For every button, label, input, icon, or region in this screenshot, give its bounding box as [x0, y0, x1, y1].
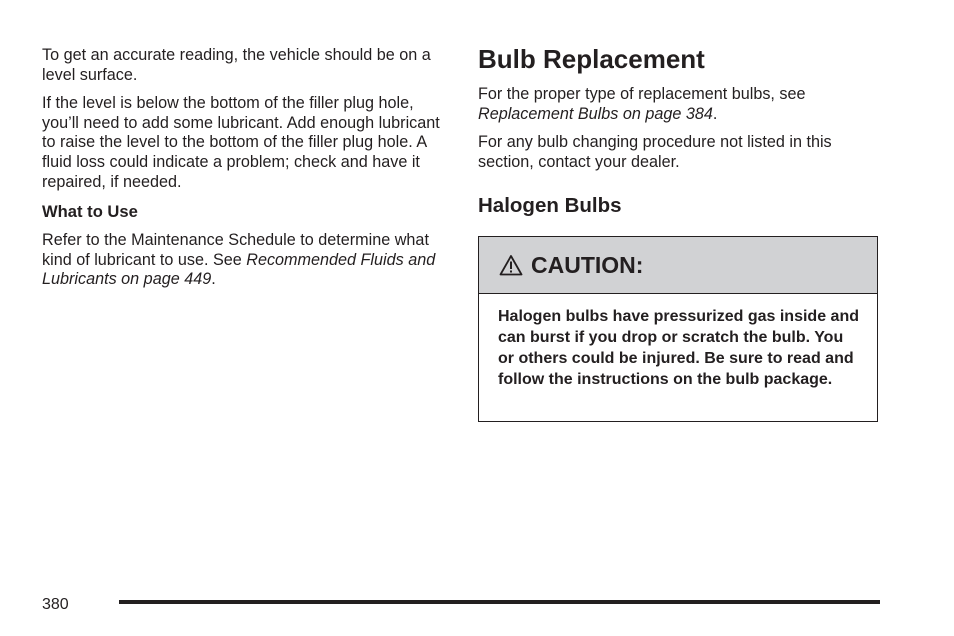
left-column — [42, 46, 447, 290]
fluids-lubricants-reference: Recommended Fluids and Lubricants on page 449 — [42, 250, 436, 289]
replacement-bulbs-paragraph — [478, 85, 880, 124]
replacement-bulbs-period: . — [712, 104, 718, 123]
right-column — [478, 43, 880, 218]
page-number: 380 — [42, 596, 69, 613]
halogen-bulbs-heading: Halogen Bulbs — [478, 194, 622, 218]
replacement-bulbs-text: For the proper type of replacement bulbs, see — [478, 85, 806, 103]
caution-body-text: Halogen bulbs have pressurized gas inside and can burst if you drop or scratch the bulb. You or others could be injured. Be sure to read and follow the instructions on the bulb package. — [498, 308, 859, 388]
section-title: Bulb Replacement — [478, 44, 705, 74]
caution-label: CAUTION: — [531, 252, 644, 278]
footer-rule — [119, 600, 880, 604]
contact-dealer-paragraph: For any bulb changing procedure not listed in this section, contact your dealer. — [478, 133, 832, 171]
what-to-use-text: Refer to the Maintenance Schedule to determine what kind of lubricant to use. See — [42, 231, 429, 269]
what-to-use-paragraph — [42, 231, 447, 290]
caution-box — [478, 236, 878, 422]
replacement-bulbs-reference: Replacement Bulbs on page 384 — [478, 104, 713, 123]
what-to-use-heading: What to Use — [42, 202, 138, 222]
caution-header — [479, 237, 877, 294]
what-to-use-period: . — [211, 270, 216, 289]
warning-triangle-icon — [499, 254, 523, 276]
level-surface-paragraph: To get an accurate reading, the vehicle should be on a level surface. — [42, 46, 431, 84]
add-lubricant-paragraph: If the level is below the bottom of the filler plug hole, you’ll need to add some lubricant. Add enough lubricant to raise the level to the bottom of the filler plug hole. A fluid loss could indicate a problem; check and have it repaired, if needed. — [42, 94, 440, 191]
